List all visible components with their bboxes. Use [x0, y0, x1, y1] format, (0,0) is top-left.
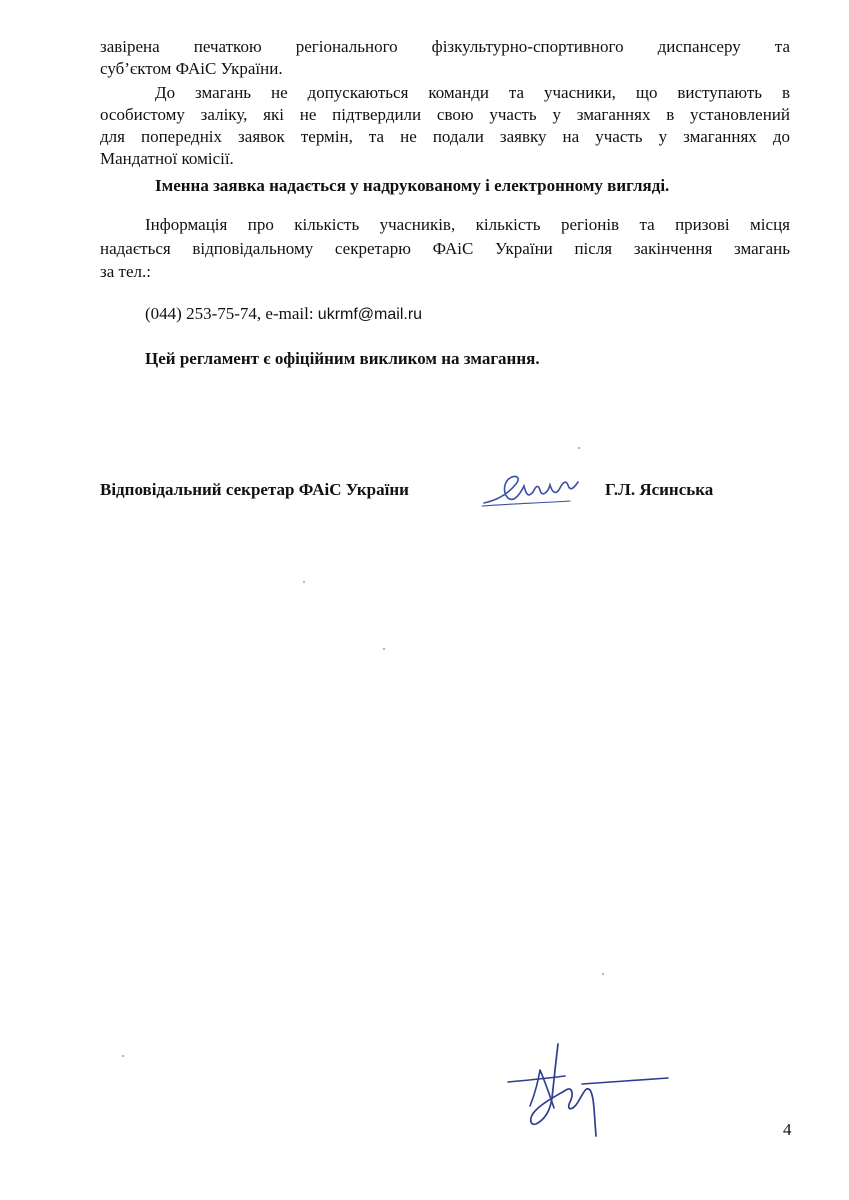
contact-email[interactable]: ukrmf@mail.ru	[317, 306, 423, 323]
signatory-name: Г.Л. Ясинська	[605, 480, 714, 499]
paragraph-3-line-1: Інформація про кількість учасників, кількість регіонів та призові місця	[145, 215, 790, 234]
scan-speck	[602, 973, 604, 975]
bold-notice: Іменна заявка надається у надрукованому і електронному вигляді.	[155, 176, 670, 195]
position-title: Відповідальний секретар ФАіС України	[100, 480, 409, 499]
paragraph-3-line-3: за тел.:	[100, 262, 151, 281]
paragraph-1-line-2: суб’єктом ФАіС України.	[100, 59, 283, 78]
paragraph-1-line-1: завірена печаткою регіонального фізкультурно-спортивного диспансеру та	[100, 37, 790, 56]
contact-phone: (044) 253-75-74, e-mail:	[145, 304, 314, 323]
paragraph-2-line-4: Мандатної комісії.	[100, 149, 234, 168]
scan-speck	[303, 581, 305, 583]
paragraph-2-line-3: для попередніх заявок термін, та не подали заявку на участь у змаганнях до	[100, 127, 790, 146]
paragraph-2-line-2: особистому заліку, які не підтвердили свою участь у змаганнях в установлений	[100, 105, 790, 124]
initials-signature	[500, 1040, 670, 1145]
signature-block	[100, 480, 800, 510]
scan-speck	[383, 648, 385, 650]
paragraph-2-line-1: До змагань не допускаються команди та учасники, що виступають в	[155, 83, 790, 102]
paragraph-3-line-2: надається відповідальному секретарю ФАіС України після закінчення змагань	[100, 239, 790, 258]
page-number: 4	[783, 1120, 792, 1139]
official-call-statement: Цей регламент є офіційним викликом на змагання.	[145, 349, 540, 368]
scan-speck	[578, 447, 580, 449]
contact-line	[145, 303, 645, 326]
scan-speck	[122, 1055, 124, 1057]
handwritten-signature	[478, 470, 588, 510]
